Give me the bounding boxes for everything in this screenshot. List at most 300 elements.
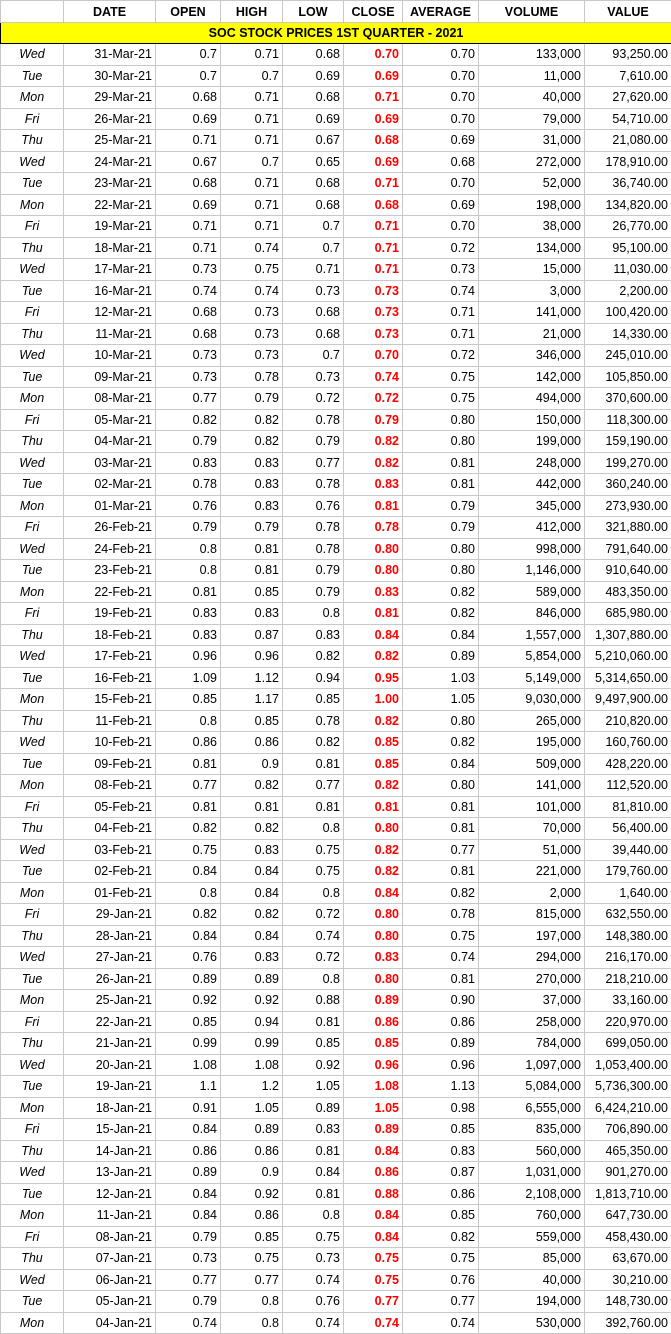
cell-open: 0.89	[156, 968, 221, 990]
header-day	[1, 1, 64, 23]
cell-low: 0.89	[283, 1097, 344, 1119]
cell-open: 0.86	[156, 732, 221, 754]
cell-open: 0.68	[156, 302, 221, 324]
cell-high: 0.71	[221, 194, 283, 216]
cell-value: 148,730.00	[585, 1291, 671, 1313]
cell-open: 0.79	[156, 1291, 221, 1313]
cell-open: 0.71	[156, 130, 221, 152]
cell-volume: 141,000	[479, 302, 585, 324]
cell-close: 0.85	[344, 1033, 403, 1055]
cell-volume: 142,000	[479, 366, 585, 388]
table-row	[1, 1312, 671, 1334]
cell-volume: 346,000	[479, 345, 585, 367]
cell-volume: 197,000	[479, 925, 585, 947]
cell-high: 1.05	[221, 1097, 283, 1119]
cell-date: 26-Mar-21	[64, 108, 156, 130]
table-row	[1, 151, 671, 173]
cell-date: 05-Mar-21	[64, 409, 156, 431]
cell-open: 0.74	[156, 1312, 221, 1334]
cell-low: 0.94	[283, 667, 344, 689]
cell-date: 22-Jan-21	[64, 1011, 156, 1033]
table-row	[1, 1011, 671, 1033]
cell-low: 0.85	[283, 689, 344, 711]
cell-date: 15-Feb-21	[64, 689, 156, 711]
cell-average: 0.78	[403, 904, 479, 926]
cell-volume: 133,000	[479, 44, 585, 66]
cell-close: 0.82	[344, 839, 403, 861]
cell-volume: 195,000	[479, 732, 585, 754]
cell-high: 0.83	[221, 474, 283, 496]
table-row	[1, 990, 671, 1012]
cell-average: 0.70	[403, 44, 479, 66]
cell-date: 24-Feb-21	[64, 538, 156, 560]
cell-day: Wed	[1, 452, 64, 474]
cell-day: Fri	[1, 1119, 64, 1141]
cell-value: 245,010.00	[585, 345, 671, 367]
cell-average: 0.81	[403, 861, 479, 883]
cell-volume: 589,000	[479, 581, 585, 603]
header-open: OPEN	[156, 1, 221, 23]
cell-low: 0.68	[283, 87, 344, 109]
cell-low: 0.78	[283, 517, 344, 539]
cell-value: 1,307,880.00	[585, 624, 671, 646]
cell-low: 0.81	[283, 753, 344, 775]
cell-high: 0.78	[221, 366, 283, 388]
table-row	[1, 753, 671, 775]
cell-low: 0.8	[283, 1205, 344, 1227]
cell-day: Fri	[1, 108, 64, 130]
cell-close: 0.84	[344, 1140, 403, 1162]
table-row	[1, 1205, 671, 1227]
cell-value: 36,740.00	[585, 173, 671, 195]
cell-average: 0.81	[403, 796, 479, 818]
table-row	[1, 538, 671, 560]
cell-close: 0.69	[344, 65, 403, 87]
cell-average: 0.82	[403, 603, 479, 625]
cell-volume: 221,000	[479, 861, 585, 883]
cell-value: 685,980.00	[585, 603, 671, 625]
cell-low: 0.8	[283, 603, 344, 625]
cell-average: 0.77	[403, 839, 479, 861]
cell-open: 0.78	[156, 474, 221, 496]
table-row	[1, 65, 671, 87]
cell-high: 0.89	[221, 968, 283, 990]
table-row	[1, 1119, 671, 1141]
table-row	[1, 1076, 671, 1098]
cell-day: Fri	[1, 517, 64, 539]
cell-close: 1.08	[344, 1076, 403, 1098]
cell-open: 0.79	[156, 517, 221, 539]
cell-value: 273,930.00	[585, 495, 671, 517]
cell-date: 05-Jan-21	[64, 1291, 156, 1313]
cell-low: 0.78	[283, 474, 344, 496]
cell-low: 0.8	[283, 882, 344, 904]
cell-high: 0.84	[221, 882, 283, 904]
cell-day: Mon	[1, 990, 64, 1012]
cell-date: 25-Jan-21	[64, 990, 156, 1012]
cell-average: 0.90	[403, 990, 479, 1012]
cell-date: 16-Feb-21	[64, 667, 156, 689]
cell-high: 0.71	[221, 87, 283, 109]
cell-open: 0.76	[156, 495, 221, 517]
cell-volume: 815,000	[479, 904, 585, 926]
cell-close: 0.71	[344, 173, 403, 195]
cell-date: 02-Mar-21	[64, 474, 156, 496]
cell-open: 0.83	[156, 624, 221, 646]
cell-low: 0.68	[283, 44, 344, 66]
cell-open: 0.82	[156, 818, 221, 840]
cell-open: 0.7	[156, 44, 221, 66]
cell-value: 14,330.00	[585, 323, 671, 345]
cell-low: 0.69	[283, 108, 344, 130]
cell-volume: 294,000	[479, 947, 585, 969]
cell-low: 0.69	[283, 65, 344, 87]
cell-date: 17-Mar-21	[64, 259, 156, 281]
cell-low: 0.79	[283, 431, 344, 453]
cell-volume: 2,000	[479, 882, 585, 904]
cell-open: 0.69	[156, 108, 221, 130]
cell-high: 0.82	[221, 409, 283, 431]
cell-volume: 784,000	[479, 1033, 585, 1055]
cell-high: 0.73	[221, 302, 283, 324]
cell-volume: 509,000	[479, 753, 585, 775]
cell-high: 0.73	[221, 345, 283, 367]
table-row	[1, 667, 671, 689]
cell-close: 0.82	[344, 775, 403, 797]
cell-low: 0.76	[283, 495, 344, 517]
cell-day: Thu	[1, 1033, 64, 1055]
cell-date: 04-Mar-21	[64, 431, 156, 453]
cell-close: 0.89	[344, 990, 403, 1012]
cell-open: 0.85	[156, 689, 221, 711]
cell-open: 0.99	[156, 1033, 221, 1055]
table-row	[1, 689, 671, 711]
cell-volume: 85,000	[479, 1248, 585, 1270]
cell-close: 0.82	[344, 861, 403, 883]
cell-low: 0.79	[283, 581, 344, 603]
cell-date: 09-Mar-21	[64, 366, 156, 388]
cell-high: 0.71	[221, 44, 283, 66]
cell-average: 0.84	[403, 624, 479, 646]
cell-open: 0.68	[156, 87, 221, 109]
cell-average: 0.74	[403, 280, 479, 302]
cell-close: 0.69	[344, 108, 403, 130]
cell-open: 0.81	[156, 581, 221, 603]
cell-open: 0.7	[156, 65, 221, 87]
cell-day: Fri	[1, 409, 64, 431]
cell-day: Thu	[1, 624, 64, 646]
cell-date: 08-Mar-21	[64, 388, 156, 410]
cell-volume: 31,000	[479, 130, 585, 152]
cell-volume: 846,000	[479, 603, 585, 625]
cell-volume: 998,000	[479, 538, 585, 560]
cell-date: 11-Mar-21	[64, 323, 156, 345]
table-row	[1, 861, 671, 883]
cell-open: 0.76	[156, 947, 221, 969]
cell-low: 0.83	[283, 1119, 344, 1141]
cell-average: 0.81	[403, 452, 479, 474]
cell-day: Tue	[1, 560, 64, 582]
cell-value: 7,610.00	[585, 65, 671, 87]
cell-low: 0.81	[283, 1140, 344, 1162]
cell-day: Mon	[1, 689, 64, 711]
cell-high: 0.85	[221, 581, 283, 603]
cell-high: 0.9	[221, 753, 283, 775]
cell-open: 0.71	[156, 216, 221, 238]
cell-low: 0.68	[283, 323, 344, 345]
cell-volume: 21,000	[479, 323, 585, 345]
cell-low: 0.71	[283, 259, 344, 281]
cell-date: 04-Jan-21	[64, 1312, 156, 1334]
table-row	[1, 925, 671, 947]
cell-value: 112,520.00	[585, 775, 671, 797]
cell-average: 0.71	[403, 302, 479, 324]
cell-close: 0.70	[344, 44, 403, 66]
cell-day: Tue	[1, 280, 64, 302]
cell-average: 0.84	[403, 753, 479, 775]
cell-low: 0.75	[283, 861, 344, 883]
cell-day: Tue	[1, 1076, 64, 1098]
cell-day: Mon	[1, 1312, 64, 1334]
cell-value: 63,670.00	[585, 1248, 671, 1270]
table-row	[1, 796, 671, 818]
cell-low: 0.73	[283, 1248, 344, 1270]
cell-average: 0.80	[403, 710, 479, 732]
cell-day: Fri	[1, 302, 64, 324]
cell-value: 9,497,900.00	[585, 689, 671, 711]
cell-open: 1.1	[156, 1076, 221, 1098]
cell-day: Wed	[1, 947, 64, 969]
cell-close: 0.82	[344, 431, 403, 453]
cell-volume: 51,000	[479, 839, 585, 861]
cell-high: 0.84	[221, 925, 283, 947]
cell-volume: 52,000	[479, 173, 585, 195]
cell-open: 0.89	[156, 1162, 221, 1184]
cell-volume: 270,000	[479, 968, 585, 990]
cell-high: 0.82	[221, 818, 283, 840]
cell-close: 0.81	[344, 796, 403, 818]
cell-open: 0.84	[156, 1119, 221, 1141]
cell-value: 105,850.00	[585, 366, 671, 388]
table-row	[1, 1033, 671, 1055]
cell-volume: 198,000	[479, 194, 585, 216]
cell-date: 29-Mar-21	[64, 87, 156, 109]
cell-day: Wed	[1, 345, 64, 367]
header-low: LOW	[283, 1, 344, 23]
cell-close: 0.68	[344, 194, 403, 216]
cell-open: 0.77	[156, 388, 221, 410]
cell-day: Fri	[1, 216, 64, 238]
cell-high: 0.74	[221, 237, 283, 259]
cell-date: 09-Feb-21	[64, 753, 156, 775]
cell-high: 0.79	[221, 517, 283, 539]
cell-day: Fri	[1, 1226, 64, 1248]
cell-volume: 11,000	[479, 65, 585, 87]
cell-volume: 40,000	[479, 87, 585, 109]
cell-close: 0.81	[344, 603, 403, 625]
cell-day: Mon	[1, 495, 64, 517]
cell-value: 95,100.00	[585, 237, 671, 259]
cell-low: 0.88	[283, 990, 344, 1012]
cell-high: 0.82	[221, 904, 283, 926]
cell-value: 27,620.00	[585, 87, 671, 109]
table-row	[1, 452, 671, 474]
cell-low: 0.81	[283, 796, 344, 818]
cell-date: 26-Feb-21	[64, 517, 156, 539]
cell-close: 0.72	[344, 388, 403, 410]
cell-close: 0.78	[344, 517, 403, 539]
cell-high: 0.71	[221, 173, 283, 195]
cell-high: 1.17	[221, 689, 283, 711]
cell-average: 0.70	[403, 216, 479, 238]
cell-value: 210,820.00	[585, 710, 671, 732]
cell-low: 0.72	[283, 388, 344, 410]
cell-value: 26,770.00	[585, 216, 671, 238]
cell-close: 0.71	[344, 216, 403, 238]
cell-day: Wed	[1, 151, 64, 173]
cell-volume: 37,000	[479, 990, 585, 1012]
cell-volume: 345,000	[479, 495, 585, 517]
cell-day: Wed	[1, 538, 64, 560]
cell-open: 0.96	[156, 646, 221, 668]
table-row	[1, 818, 671, 840]
cell-close: 0.86	[344, 1162, 403, 1184]
cell-close: 0.69	[344, 151, 403, 173]
cell-value: 647,730.00	[585, 1205, 671, 1227]
table-row	[1, 732, 671, 754]
table-row	[1, 323, 671, 345]
cell-day: Wed	[1, 646, 64, 668]
cell-average: 0.83	[403, 1140, 479, 1162]
cell-low: 1.05	[283, 1076, 344, 1098]
cell-close: 0.86	[344, 1011, 403, 1033]
cell-day: Tue	[1, 667, 64, 689]
cell-close: 0.82	[344, 646, 403, 668]
cell-close: 0.84	[344, 1205, 403, 1227]
cell-close: 0.83	[344, 947, 403, 969]
cell-low: 0.77	[283, 452, 344, 474]
cell-average: 0.70	[403, 173, 479, 195]
cell-low: 0.68	[283, 173, 344, 195]
cell-high: 0.87	[221, 624, 283, 646]
table-row	[1, 366, 671, 388]
cell-date: 07-Jan-21	[64, 1248, 156, 1270]
table-row	[1, 947, 671, 969]
cell-value: 370,600.00	[585, 388, 671, 410]
cell-average: 0.79	[403, 517, 479, 539]
cell-average: 0.75	[403, 366, 479, 388]
cell-value: 179,760.00	[585, 861, 671, 883]
cell-volume: 494,000	[479, 388, 585, 410]
cell-value: 199,270.00	[585, 452, 671, 474]
cell-open: 0.83	[156, 603, 221, 625]
cell-volume: 134,000	[479, 237, 585, 259]
cell-low: 0.76	[283, 1291, 344, 1313]
cell-day: Wed	[1, 44, 64, 66]
table-row	[1, 280, 671, 302]
cell-day: Wed	[1, 259, 64, 281]
cell-open: 0.68	[156, 173, 221, 195]
cell-date: 01-Feb-21	[64, 882, 156, 904]
cell-low: 0.8	[283, 818, 344, 840]
cell-average: 0.80	[403, 538, 479, 560]
cell-average: 0.74	[403, 947, 479, 969]
cell-high: 0.71	[221, 108, 283, 130]
table-body	[1, 44, 671, 1334]
cell-low: 0.85	[283, 1033, 344, 1055]
cell-volume: 1,557,000	[479, 624, 585, 646]
cell-value: 1,053,400.00	[585, 1054, 671, 1076]
cell-volume: 6,555,000	[479, 1097, 585, 1119]
table-row	[1, 882, 671, 904]
cell-open: 0.79	[156, 1226, 221, 1248]
cell-value: 220,970.00	[585, 1011, 671, 1033]
table-row	[1, 624, 671, 646]
cell-average: 0.81	[403, 474, 479, 496]
cell-value: 178,910.00	[585, 151, 671, 173]
cell-low: 0.68	[283, 302, 344, 324]
table-row	[1, 216, 671, 238]
cell-value: 428,220.00	[585, 753, 671, 775]
table-row	[1, 1054, 671, 1076]
cell-high: 0.9	[221, 1162, 283, 1184]
table-row	[1, 710, 671, 732]
cell-value: 33,160.00	[585, 990, 671, 1012]
cell-low: 0.81	[283, 1183, 344, 1205]
cell-high: 0.92	[221, 990, 283, 1012]
cell-value: 1,813,710.00	[585, 1183, 671, 1205]
cell-close: 0.80	[344, 560, 403, 582]
cell-value: 21,080.00	[585, 130, 671, 152]
cell-open: 0.82	[156, 904, 221, 926]
cell-high: 0.83	[221, 839, 283, 861]
cell-average: 1.05	[403, 689, 479, 711]
cell-close: 1.05	[344, 1097, 403, 1119]
cell-high: 0.81	[221, 560, 283, 582]
cell-day: Tue	[1, 474, 64, 496]
cell-open: 0.92	[156, 990, 221, 1012]
table-row	[1, 560, 671, 582]
cell-open: 0.86	[156, 1140, 221, 1162]
table-row	[1, 431, 671, 453]
cell-average: 0.87	[403, 1162, 479, 1184]
cell-value: 11,030.00	[585, 259, 671, 281]
cell-average: 0.82	[403, 732, 479, 754]
cell-average: 0.74	[403, 1312, 479, 1334]
cell-value: 706,890.00	[585, 1119, 671, 1141]
cell-close: 0.73	[344, 280, 403, 302]
cell-low: 0.72	[283, 904, 344, 926]
cell-date: 03-Feb-21	[64, 839, 156, 861]
table-row	[1, 775, 671, 797]
cell-volume: 5,084,000	[479, 1076, 585, 1098]
cell-date: 23-Mar-21	[64, 173, 156, 195]
cell-high: 0.86	[221, 1140, 283, 1162]
cell-low: 0.7	[283, 216, 344, 238]
cell-close: 0.84	[344, 882, 403, 904]
cell-date: 30-Mar-21	[64, 65, 156, 87]
cell-high: 0.83	[221, 947, 283, 969]
cell-date: 23-Feb-21	[64, 560, 156, 582]
cell-date: 25-Mar-21	[64, 130, 156, 152]
cell-average: 0.70	[403, 87, 479, 109]
cell-day: Tue	[1, 65, 64, 87]
table-row	[1, 1162, 671, 1184]
cell-value: 699,050.00	[585, 1033, 671, 1055]
cell-open: 0.84	[156, 925, 221, 947]
cell-volume: 2,108,000	[479, 1183, 585, 1205]
cell-high: 0.85	[221, 710, 283, 732]
